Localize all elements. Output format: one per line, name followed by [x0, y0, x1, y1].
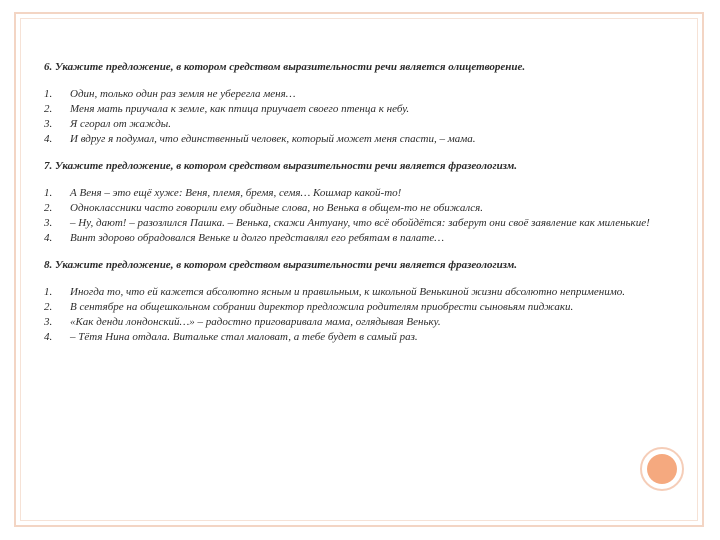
option-item	[44, 231, 674, 246]
option-number: 4.	[44, 331, 53, 343]
question-prompt: 8. Укажите предложение, в котором средством выразительности речи является фразеологизм.	[44, 259, 517, 271]
options-list	[44, 285, 674, 345]
option-number: 1.	[44, 187, 53, 199]
question-6	[44, 60, 674, 147]
option-number: 1.	[44, 286, 53, 298]
options-list	[44, 87, 674, 147]
option-text: А Веня – это ещё хуже: Веня, племя, бремя, семя… Кошмар какой-то!	[70, 187, 402, 199]
option-item	[44, 201, 674, 216]
options-list	[44, 186, 674, 246]
option-number: 4.	[44, 133, 53, 145]
option-text: Иногда то, что ей кажется абсолютно ясным и правильным, к школьной Венькиной жизни абсолютно неприменимо.	[70, 286, 625, 298]
option-text: – Тётя Нина отдала. Витальке стал маловат, а тебе будет в самый раз.	[70, 331, 418, 343]
question-7	[44, 159, 674, 246]
option-item	[44, 87, 674, 102]
option-number: 3.	[44, 217, 53, 229]
option-text: В сентябре на общешкольном собрании директор предложила родителям приобрести сыновьям пиджаки.	[70, 301, 574, 313]
option-text: Я сгорал от жажды.	[70, 118, 171, 130]
decorative-dot	[647, 454, 677, 484]
option-number: 1.	[44, 88, 53, 100]
option-text: «Как денди лондонский…» – радостно приговаривала мама, оглядывая Веньку.	[70, 316, 441, 328]
option-text: Винт здорово обрадовался Веньке и долго представлял его ребятам в палате…	[70, 232, 445, 244]
questions-content	[44, 60, 674, 357]
option-text: – Ну, дают! – разозлился Пашка. – Венька, скажи Антуану, что всё обойдётся: заберут они своё заявление как миленькие!	[70, 217, 650, 229]
option-text: Одноклассники часто говорили ему обидные слова, но Венька в общем-то не обижался.	[70, 202, 484, 214]
option-item	[44, 300, 674, 315]
option-item	[44, 330, 674, 345]
question-prompt: 7. Укажите предложение, в котором средством выразительности речи является фразеологизм.	[44, 160, 517, 172]
decorative-circle-icon	[640, 447, 684, 491]
option-item	[44, 216, 674, 231]
option-number: 4.	[44, 232, 53, 244]
option-item	[44, 315, 674, 330]
option-number: 2.	[44, 301, 53, 313]
option-item	[44, 102, 674, 117]
question-prompt: 6. Укажите предложение, в котором средством выразительности речи является олицетворение.	[44, 61, 526, 73]
question-8	[44, 258, 674, 345]
option-text: Меня мать приучала к земле, как птица приучает своего птенца к небу.	[70, 103, 410, 115]
option-item	[44, 285, 674, 300]
option-text: И вдруг я подумал, что единственный человек, который может меня спасти, – мама.	[70, 133, 476, 145]
option-item	[44, 117, 674, 132]
option-item	[44, 186, 674, 201]
option-item	[44, 132, 674, 147]
option-number: 2.	[44, 202, 53, 214]
option-number: 3.	[44, 118, 53, 130]
option-text: Один, только один раз земля не уберегла меня…	[70, 88, 296, 100]
option-number: 3.	[44, 316, 53, 328]
option-number: 2.	[44, 103, 53, 115]
